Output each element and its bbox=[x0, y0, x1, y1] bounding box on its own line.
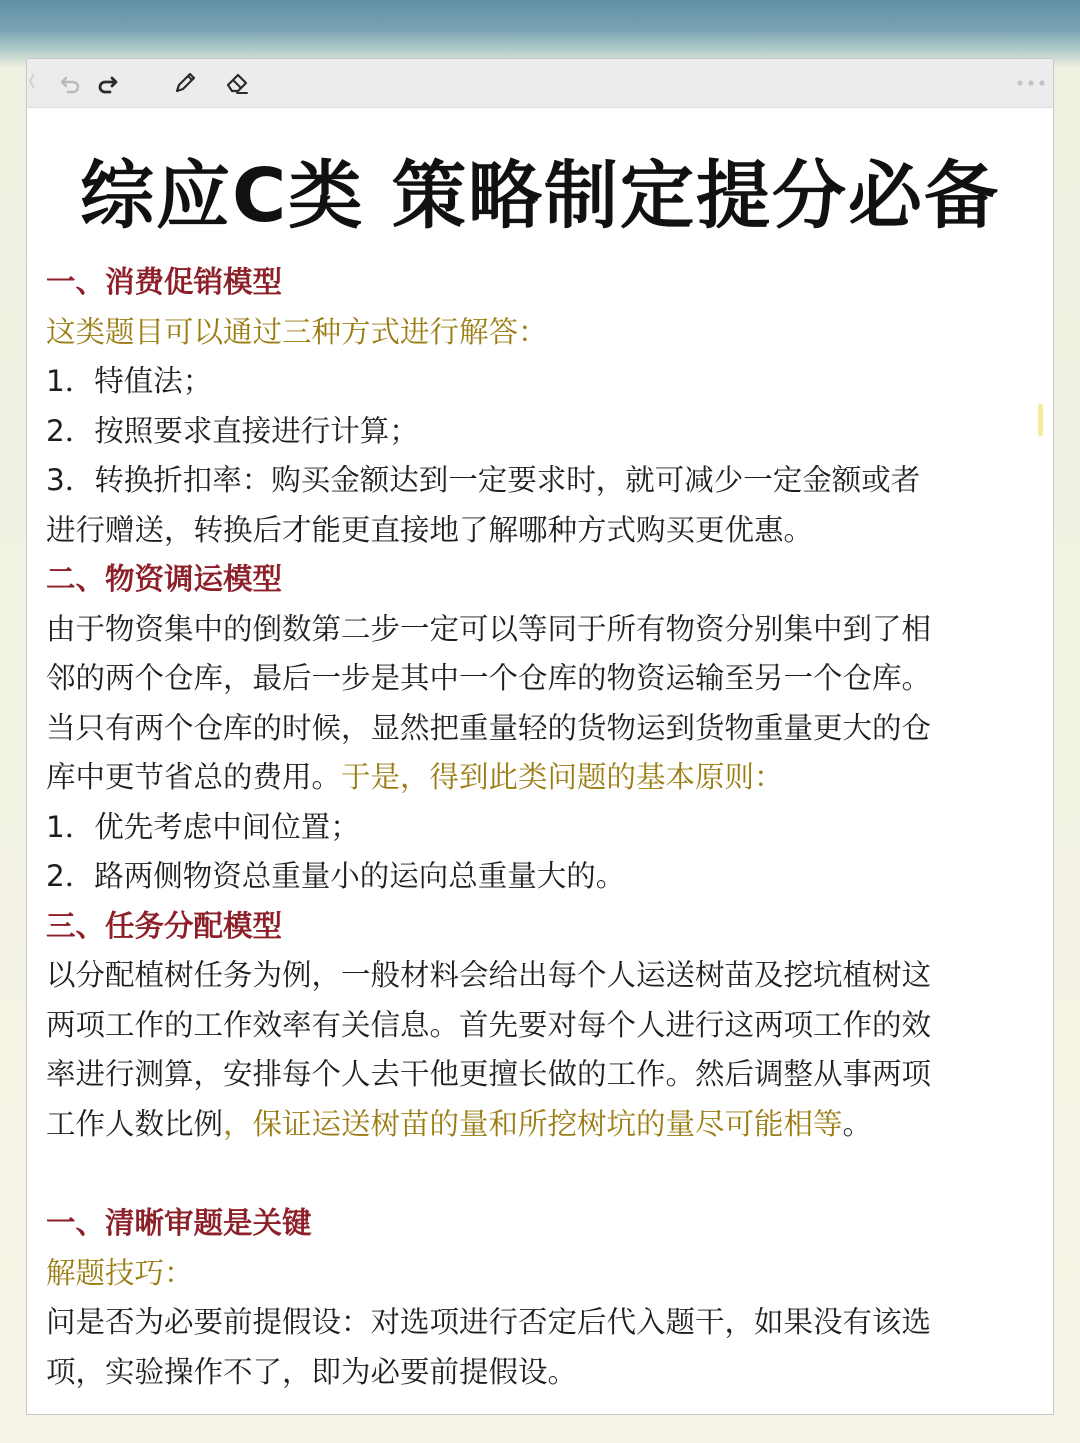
chevron-left-icon bbox=[28, 70, 36, 92]
text-line: 率进行测算，安排每个人去干他更擅长做的工作。然后调整从事两项 bbox=[46, 1057, 932, 1091]
text-line: 进行赠送，转换后才能更直接地了解哪种方式购买更优惠。 bbox=[46, 513, 814, 547]
highlighter-mark bbox=[1038, 404, 1043, 436]
list-item: 1．特值法； bbox=[46, 364, 213, 398]
page-title: 综应C类 策略制定提分必备 bbox=[79, 153, 1001, 239]
section-heading-logistics: 二、物资调运模型 bbox=[46, 562, 283, 596]
text-line: 以分配植树任务为例，一般材料会给出每个人运送树苗及挖坑植树这 bbox=[46, 958, 932, 992]
list-item: 3．转换折扣率：购买金额达到一定要求时，就可减少一定金额或者 bbox=[46, 463, 921, 497]
note-toolbar bbox=[27, 59, 1053, 108]
redo-icon[interactable] bbox=[93, 69, 121, 97]
highlighted-text: ，保证运送树苗的量和所挖树坑的量尽可能相等 bbox=[223, 1107, 843, 1141]
list-item: 2．路两侧物资总重量小的运向总重量大的。 bbox=[46, 859, 626, 893]
eraser-icon[interactable] bbox=[223, 69, 251, 97]
text-line bbox=[46, 1104, 872, 1144]
text-line: 当只有两个仓库的时候，显然把重量轻的货物运到货物重量更大的仓 bbox=[46, 711, 932, 745]
list-item: 2．按照要求直接进行计算； bbox=[46, 414, 419, 448]
section-heading-reading: 一、清晰审题是关键 bbox=[46, 1206, 312, 1240]
text-line: 邻的两个仓库，最后一步是其中一个仓库的物资运输至另一个仓库。 bbox=[46, 661, 932, 695]
text-line: 由于物资集中的倒数第二步一定可以等同于所有物资分别集中到了相 bbox=[46, 612, 932, 646]
text-line: 问是否为必要前提假设：对选项进行否定后代入题干，如果没有该选 bbox=[46, 1305, 932, 1339]
section-heading-task-assignment: 三、任务分配模型 bbox=[46, 909, 283, 943]
section-intro: 这类题目可以通过三种方式进行解答： bbox=[46, 315, 548, 349]
text-line: 两项工作的工作效率有关信息。首先要对每个人进行这两项工作的效 bbox=[46, 1008, 932, 1042]
text-segment: 。 bbox=[842, 1107, 873, 1141]
pen-icon[interactable] bbox=[171, 69, 199, 97]
highlighted-text: 于是，得到此类问题的基本原则： bbox=[341, 760, 784, 794]
undo-icon[interactable] bbox=[57, 69, 85, 97]
text-segment: 库中更节省总的费用。 bbox=[46, 760, 342, 794]
text-line: 项，实验操作不了，即为必要前提假设。 bbox=[46, 1355, 578, 1389]
text-segment: 工作人数比例 bbox=[46, 1107, 224, 1141]
section-heading-promotion: 一、消费促销模型 bbox=[46, 265, 283, 299]
more-icon[interactable] bbox=[1015, 79, 1049, 87]
list-item: 1．优先考虑中间位置； bbox=[46, 810, 360, 844]
tip-label: 解题技巧： bbox=[46, 1256, 194, 1290]
text-line bbox=[46, 757, 784, 797]
